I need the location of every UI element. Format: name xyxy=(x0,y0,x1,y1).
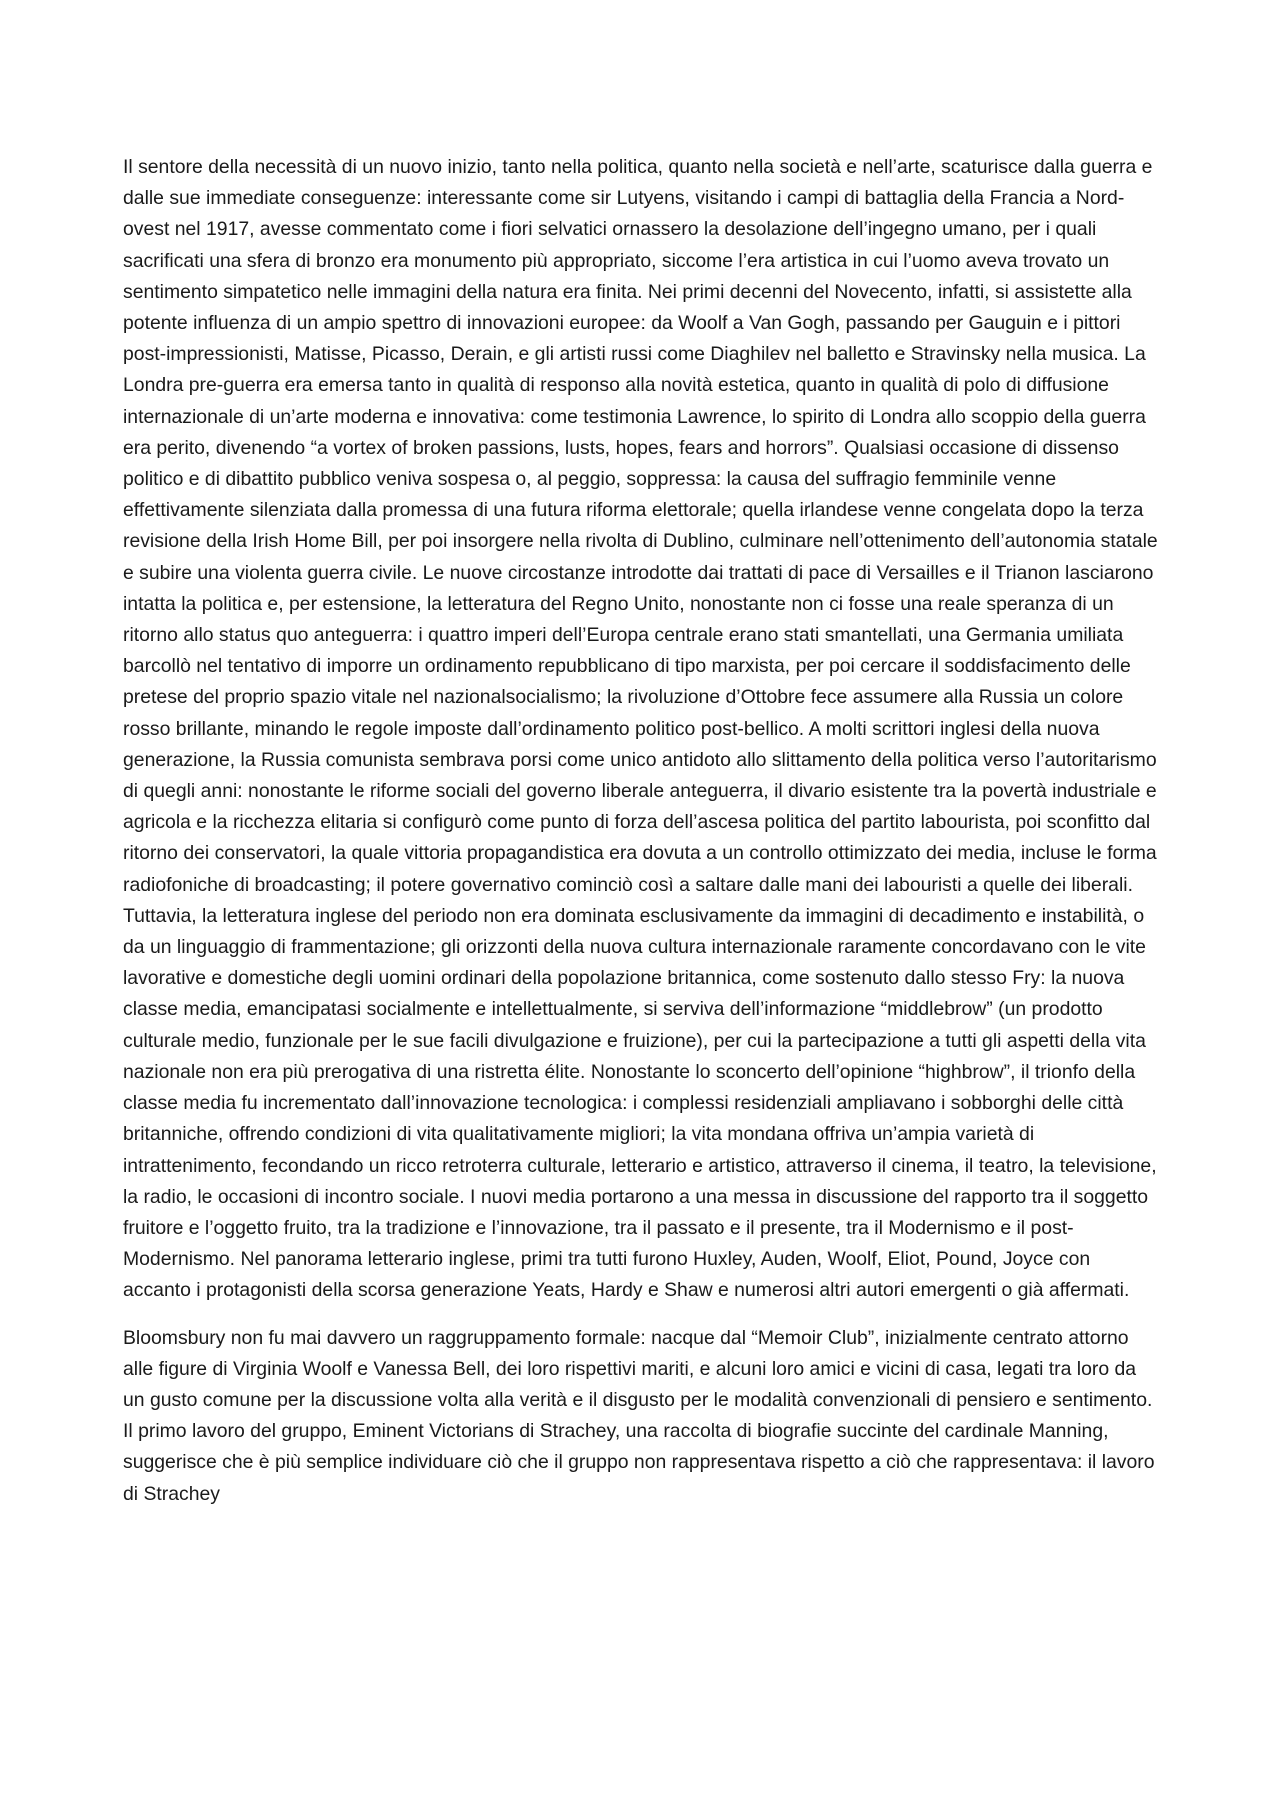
paragraph-1: Il sentore della necessità di un nuovo inizio, tanto nella politica, quanto nella società e nell’arte, scaturisce dalla guerra e dalle sue immediate conseguenze: interessante come sir Lutyens, visitando i campi di battaglia della Francia a Nord-ovest nel 1917, avesse commentato come i fiori selvatici ornassero la desolazione dell’ingegno umano, per i quali sacrificati una sfera di bronzo era monumento più appropriato, siccome l’era artistica in cui l’uomo aveva trovato un sentimento simpatetico nelle immagini della natura era finita. Nei primi decenni del Novecento, infatti, si assistette alla potente influenza di un ampio spettro di innovazioni europee: da Woolf a Van Gogh, passando per Gauguin e i pittori post-impressionisti, Matisse, Picasso, Derain, e gli artisti russi come Diaghilev nel balletto e Stravinsky nella musica. La Londra pre-guerra era emersa tanto in qualità di responso alla novità estetica, quanto in qualità di polo di diffusione internazionale di un’arte moderna e innovativa: come testimonia Lawrence, lo spirito di Londra allo scoppio della guerra era perito, divenendo “a vortex of broken passions, lusts, hopes, fears and horrors”. Qualsiasi occasione di dissenso politico e di dibattito pubblico veniva sospesa o, al peggio, soppressa: la causa del suffragio femminile venne effettivamente silenziata dalla promessa di una futura riforma elettorale; quella irlandese venne congelata dopo la terza revisione della Irish Home Bill, per poi insorgere nella rivolta di Dublino, culminare nell’ottenimento dell’autonomia statale e subire una violenta guerra civile. Le nuove circostanze introdotte dai trattati di pace di Versailles e il Trianon lasciarono intatta la politica e, per estensione, la letteratura del Regno Unito, nonostante non ci fosse una reale speranza di un ritorno allo status quo anteguerra: i quattro imperi dell’Europa centrale erano stati smantellati, una Germania umiliata barcollò nel tentativo di imporre un ordinamento repubblicano di tipo marxista, per poi cercare il soddisfacimento delle pretese del proprio spazio vitale nel nazionalsocialismo; la rivoluzione d’Ottobre fece assumere alla Russia un colore rosso brillante, minando le regole imposte dall’ordinamento politico post-bellico. A molti scrittori inglesi della nuova generazione, la Russia comunista sembrava porsi come unico antidoto allo slittamento della politica verso l’autoritarismo di quegli anni: nonostante le riforme sociali del governo liberale anteguerra, il divario esistente tra la povertà industriale e agricola e la ricchezza elitaria si configurò come punto di forza dell’ascesa politica del partito labourista, poi sconfitto dal ritorno dei conservatori, la quale vittoria propagandistica era dovuta a un controllo ottimizzato dei media, incluse le forma radiofoniche di broadcasting; il potere governativo cominciò così a saltare dalle mani dei labouristi a quelle dei liberali. Tuttavia, la letteratura inglese del periodo non era dominata esclusivamente da immagini di decadimento e instabilità, o da un linguaggio di frammentazione; gli orizzonti della nuova cultura internazionale raramente concordavano con le vite lavorative e domestiche degli uomini ordinari della popolazione britannica, come sostenuto dallo stesso Fry: la nuova classe media, emancipatasi socialmente e intellettualmente, si serviva dell’informazione “middlebrow” (un prodotto culturale medio, funzionale per le sue facili divulgazione e fruizione), per cui la partecipazione a tutti gli aspetti della vita nazionale non era più prerogativa di una ristretta élite. Nonostante lo sconcerto dell’opinione “highbrow”, il trionfo della classe media fu incrementato dall’innovazione tecnologica: i complessi residenziali ampliavano i sobborghi delle città britanniche, offrendo condizioni di vita qualitativamente migliori; la vita mondana offriva un’ampia varietà di intrattenimento, fecondando un ricco retroterra culturale, letterario e artistico, attraverso il cinema, il teatro, la televisione, la radio, le occasioni di incontro sociale. I nuovi media portarono a una messa in discussione del rapporto tra il soggetto fruitore e l’oggetto fruito, tra la tradizione e l’innovazione, tra il passato e il presente, tra il Modernismo e il post-Modernismo. Nel panorama letterario inglese, primi tra tutti furono Huxley, Auden, Woolf, Eliot, Pound, Joyce con accanto i protagonisti della scorsa generazione Yeats, Hardy e Shaw e numerosi altri autori emergenti o già affermati. xyxy=(123,156,1158,1302)
paragraph-2: Bloomsbury non fu mai davvero un raggruppamento formale: nacque dal “Memoir Club”, inizialmente centrato attorno alle figure di Virginia Woolf e Vanessa Bell, dei loro rispettivi mariti, e alcuni loro amici e vicini di casa, legati tra loro da un gusto comune per la discussione volta alla verità e il disgusto per le modalità convenzionali di pensiero e sentimento. Il primo lavoro del gruppo, Eminent Victorians di Strachey, una raccolta di biografie succinte del cardinale Manning, suggerisce che è più semplice individuare ciò che il gruppo non rappresentava rispetto a ciò che rappresentava: il lavoro di Strachey xyxy=(123,1326,1155,1505)
document-page xyxy=(123,152,1158,1526)
